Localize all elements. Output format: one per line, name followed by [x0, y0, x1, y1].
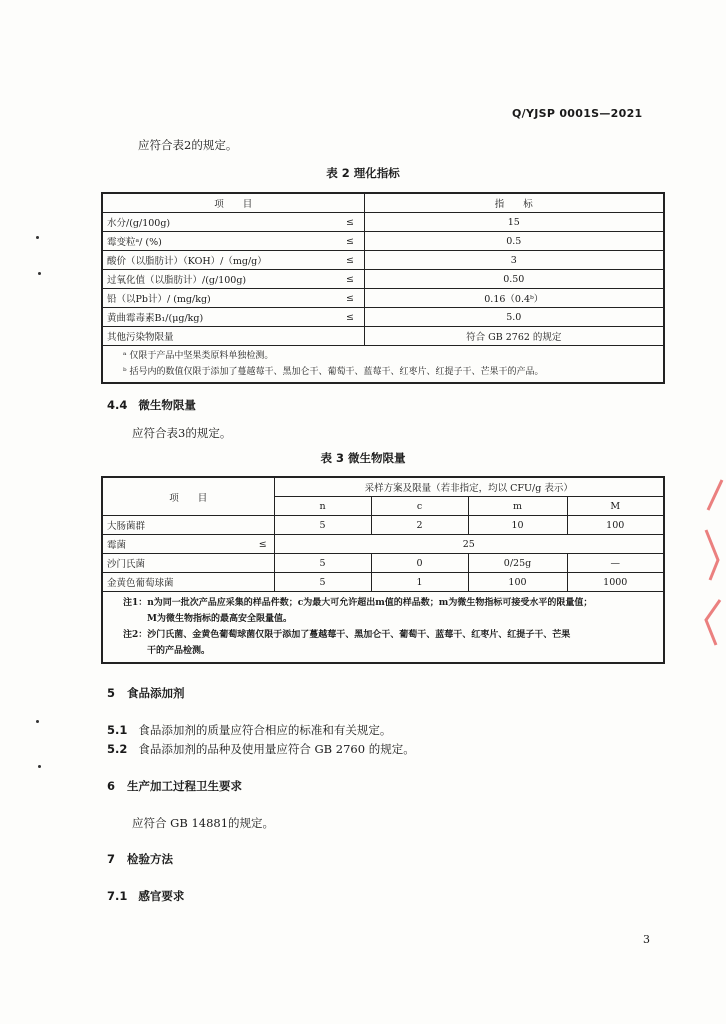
section-number: 5.1: [107, 723, 128, 737]
table-row: [102, 289, 664, 308]
section-title: 微生物限量: [138, 398, 196, 412]
table2-caption: 表 2 理化指标: [326, 166, 400, 180]
section-7-1-heading: [107, 888, 184, 904]
table2-note-a: ᵃ 仅限于产品中坚果类原料单独检测。: [123, 351, 274, 361]
table-row: [102, 554, 664, 573]
table-row: [102, 535, 664, 554]
table2-value: 3: [364, 251, 664, 270]
table3-op: ≤: [252, 535, 274, 554]
table2-item: 铅（以Pb计）/ (mg/kg): [102, 289, 336, 308]
table3-note2-line1: 注2：沙门氏菌、金黄色葡萄球菌仅限于添加了蔓越莓干、黑加仑干、葡萄干、蓝莓干、红枣片、红提子干、芒果: [123, 630, 571, 640]
red-stamp-fragment: [700, 470, 726, 660]
section-6-heading: [107, 778, 242, 794]
table2-value: 0.5: [364, 232, 664, 251]
table3-merged-value: 25: [274, 535, 664, 554]
section-5-heading: [107, 685, 185, 701]
section-6-text: 应符合 GB 14881的规定。: [132, 816, 275, 830]
section-number: 5.2: [107, 742, 128, 756]
table2-header-row: [102, 193, 664, 213]
section-5-2: [107, 741, 415, 757]
table3-col-m: m: [468, 497, 567, 516]
table2-value: 符合 GB 2762 的规定: [364, 327, 664, 346]
section-title: 食品添加剂: [127, 686, 185, 700]
section-4-4-text: 应符合表3的规定。: [132, 426, 232, 440]
table2-op: ≤: [336, 213, 364, 232]
scan-speck: [38, 765, 41, 768]
section-number: 5: [107, 686, 116, 700]
table3-caption: 表 3 微生物限量: [320, 451, 406, 465]
table2-op: ≤: [336, 308, 364, 327]
table3-col-item: 项 目: [102, 477, 274, 516]
section-number: 4.4: [107, 398, 128, 412]
table3-m: 10: [468, 516, 567, 535]
section-4-4-heading: [107, 397, 196, 413]
table-row: [102, 270, 664, 289]
section-title: 检验方法: [127, 852, 174, 866]
table-row: [102, 516, 664, 535]
table-row: [102, 308, 664, 327]
table2-op: ≤: [336, 251, 364, 270]
page-number: 3: [643, 933, 650, 946]
section-text: 食品添加剂的质量应符合相应的标准和有关规定。: [138, 723, 392, 737]
section-title: 感官要求: [138, 889, 185, 903]
table2-col-item: 项 目: [102, 193, 364, 213]
table2-op: ≤: [336, 289, 364, 308]
table2-col-value: 指 标: [364, 193, 664, 213]
table2: [101, 192, 665, 384]
table3-item: 大肠菌群: [102, 516, 274, 535]
section-number: 6: [107, 779, 116, 793]
table2-item: 其他污染物限量: [102, 327, 364, 346]
section-5-1: [107, 722, 391, 738]
document-code: Q/YJSP 0001S—2021: [512, 107, 643, 120]
scan-speck: [38, 272, 41, 275]
section-7-heading: [107, 851, 173, 867]
table3-item: 沙门氏菌: [102, 554, 274, 573]
section-text: 食品添加剂的品种及使用量应符合 GB 2760 的规定。: [138, 742, 415, 756]
table3-n: 5: [274, 573, 371, 592]
table2-value: 5.0: [364, 308, 664, 327]
scan-speck: [36, 720, 39, 723]
table-row: [102, 213, 664, 232]
table3-col-c: c: [371, 497, 468, 516]
table3-note2-line2: 干的产品检测。: [147, 646, 211, 656]
table2-op: ≤: [336, 232, 364, 251]
table3-plan-header: 采样方案及限量（若非指定，均以 CFU/g 表示）: [274, 477, 664, 497]
table2-op: ≤: [336, 270, 364, 289]
intro-text: 应符合表2的规定。: [138, 138, 238, 152]
table3-M: 1000: [567, 573, 664, 592]
table2-value: 15: [364, 213, 664, 232]
table2-value: 0.50: [364, 270, 664, 289]
table-row: [102, 573, 664, 592]
section-number: 7.1: [107, 889, 128, 903]
table3: [101, 476, 665, 664]
table-row: [102, 232, 664, 251]
table-row: [102, 251, 664, 270]
table2-item: 酸价（以脂肪计）（KOH）/（mg/g）: [102, 251, 336, 270]
table2-notes-row: [102, 346, 664, 384]
table3-c: 2: [371, 516, 468, 535]
table3-M: 100: [567, 516, 664, 535]
table3-n: 5: [274, 554, 371, 573]
table3-header-row: [102, 477, 664, 497]
table3-note1-line1: 注1：n为同一批次产品应采集的样品件数；c为最大可允许超出m值的样品数；m为微生物指标可接受水平的限量值；: [123, 598, 593, 608]
table2-item: 水分/(g/100g): [102, 213, 336, 232]
table3-c: 1: [371, 573, 468, 592]
table2-item: 霉变粒ᵃ/ (%): [102, 232, 336, 251]
table2-note-b: ᵇ 括号内的数值仅限于添加了蔓越莓干、黑加仑干、葡萄干、蓝莓干、红枣片、红提子干、芒果干的产品。: [123, 367, 544, 377]
table3-n: 5: [274, 516, 371, 535]
table3-note1-line2: M为微生物指标的最高安全限量值。: [147, 614, 292, 624]
table2-value: 0.16（0.4ᵇ）: [364, 289, 664, 308]
table3-notes-row: [102, 592, 664, 664]
table3-M: —: [567, 554, 664, 573]
table3-m: 0/25g: [468, 554, 567, 573]
table3-col-n: n: [274, 497, 371, 516]
table3-item: 霉菌: [102, 535, 252, 554]
scan-speck: [36, 236, 39, 239]
table2-item: 过氧化值（以脂肪计）/(g/100g): [102, 270, 336, 289]
section-title: 生产加工过程卫生要求: [127, 779, 243, 793]
table3-c: 0: [371, 554, 468, 573]
table3-m: 100: [468, 573, 567, 592]
table3-item: 金黄色葡萄球菌: [102, 573, 274, 592]
section-number: 7: [107, 852, 116, 866]
table2-item: 黄曲霉毒素B₁/(μg/kg): [102, 308, 336, 327]
table-row: [102, 327, 664, 346]
table3-col-M: M: [567, 497, 664, 516]
